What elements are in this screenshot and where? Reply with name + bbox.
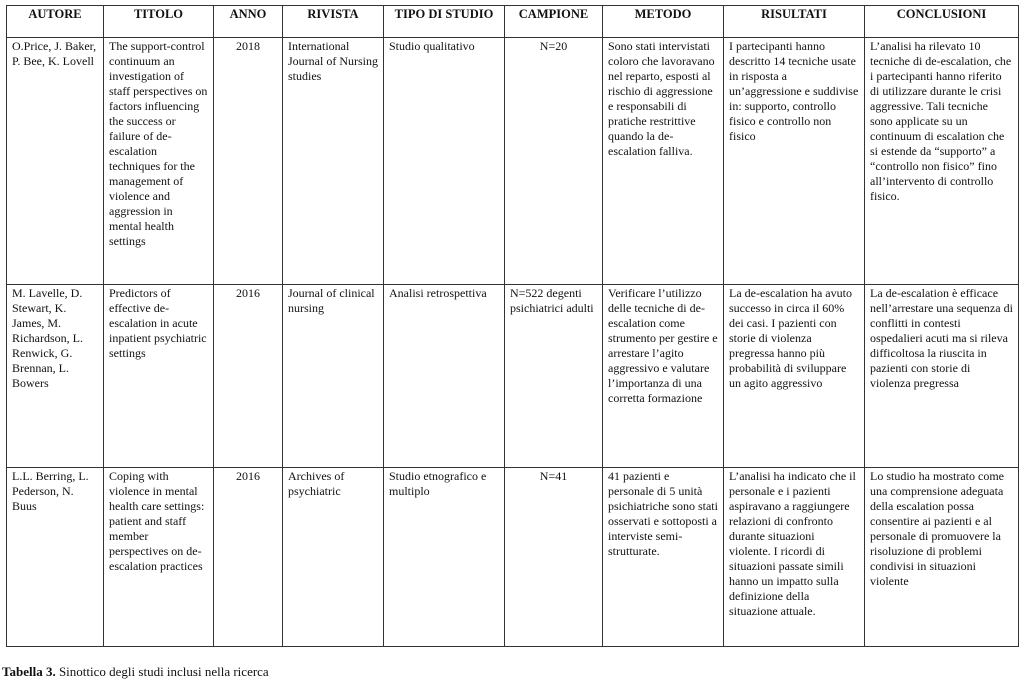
header-metodo: METODO [603,6,724,38]
table-row [7,285,1019,468]
cell-tipo-di-studio: Analisi retrospettiva [384,285,505,468]
cell-risultati: La de-escalation ha avuto successo in circa il 60% dei casi. I pazienti con storie di violenza pregressa hanno più probabilità di sviluppare un agito aggressivo [724,285,865,468]
cell-autore: L.L. Berring, L. Pederson, N. Buus [7,468,104,647]
header-autore: AUTORE [7,6,104,38]
cell-anno: 2018 [214,38,283,285]
table-row [7,468,1019,647]
cell-campione: N=522 degenti psichiatrici adulti [505,285,603,468]
header-tipo-di-studio: TIPO DI STUDIO [384,6,505,38]
caption-text: Sinottico degli studi inclusi nella ricerca [55,664,269,679]
cell-titolo: The support-control continuum an investigation of staff perspectives on factors influencing the success or failure of de-escalation techniques for the management of violence and aggression in mental health settings [104,38,214,285]
header-campione: CAMPIONE [505,6,603,38]
cell-titolo: Coping with violence in mental health care settings: patient and staff member perspectives on de-escalation practices [104,468,214,647]
cell-risultati: I partecipanti hanno descritto 14 tecniche usate in risposta a un’aggressione e suddivise in: supporto, controllo fisico e controllo non fisico [724,38,865,285]
cell-metodo: 41 pazienti e personale di 5 unità psichiatriche sono stati osservati e sottoposti a interviste semi-strutturate. [603,468,724,647]
header-conclusioni: CONCLUSIONI [865,6,1019,38]
cell-conclusioni: La de-escalation è efficace nell’arrestare una sequenza di conflitti in contesti ospedalieri acuti ma si rileva difficoltosa la riuscita in pazienti con storie di violenza pregressa [865,285,1019,468]
cell-campione: N=20 [505,38,603,285]
table-caption [2,664,269,680]
cell-metodo: Sono stati intervistati coloro che lavoravano nel reparto, esposti al rischio di aggressione e responsabili di pratiche restrittive quando la de-escalation falliva. [603,38,724,285]
cell-autore: M. Lavelle, D. Stewart, K. James, M. Richardson, L. Renwick, G. Brennan, L. Bowers [7,285,104,468]
cell-campione: N=41 [505,468,603,647]
header-row [7,6,1019,38]
cell-autore: O.Price, J. Baker, P. Bee, K. Lovell [7,38,104,285]
synoptic-table [6,5,1019,647]
cell-anno: 2016 [214,285,283,468]
cell-tipo-di-studio: Studio qualitativo [384,38,505,285]
header-rivista: RIVISTA [283,6,384,38]
cell-risultati: L’analisi ha indicato che il personale e i pazienti aspiravano a raggiungere relazioni di confronto durante situazioni violente. I ricordi di situazioni passate simili hanno un impatto sulla definizione della situazione attuale. [724,468,865,647]
cell-anno: 2016 [214,468,283,647]
cell-titolo: Predictors of effective de-escalation in acute inpatient psychiatric settings [104,285,214,468]
cell-tipo-di-studio: Studio etnografico e multiplo [384,468,505,647]
cell-rivista: Archives of psychiatric [283,468,384,647]
cell-rivista: International Journal of Nursing studies [283,38,384,285]
cell-metodo: Verificare l’utilizzo delle tecniche di de-escalation come strumento per gestire e arrestare l’agito aggressivo e valutare l’importanza di una corretta formazione [603,285,724,468]
cell-conclusioni: Lo studio ha mostrato come una comprensione adeguata della escalation possa consentire ai pazienti e al personale di promuovere la risoluzione di problemi condivisi in situazioni violente [865,468,1019,647]
header-titolo: TITOLO [104,6,214,38]
cell-rivista: Journal of clinical nursing [283,285,384,468]
header-risultati: RISULTATI [724,6,865,38]
caption-label: Tabella 3. [2,664,56,679]
cell-conclusioni: L’analisi ha rilevato 10 tecniche di de-escalation, che i partecipanti hanno riferito di utilizzare durante le crisi aggressive. Tali tecniche sono applicate su un continuum di escalation che si estende da “supporto” a “controllo non fisico” fino all’intervento di controllo fisico. [865,38,1019,285]
table-row [7,38,1019,285]
header-anno: ANNO [214,6,283,38]
